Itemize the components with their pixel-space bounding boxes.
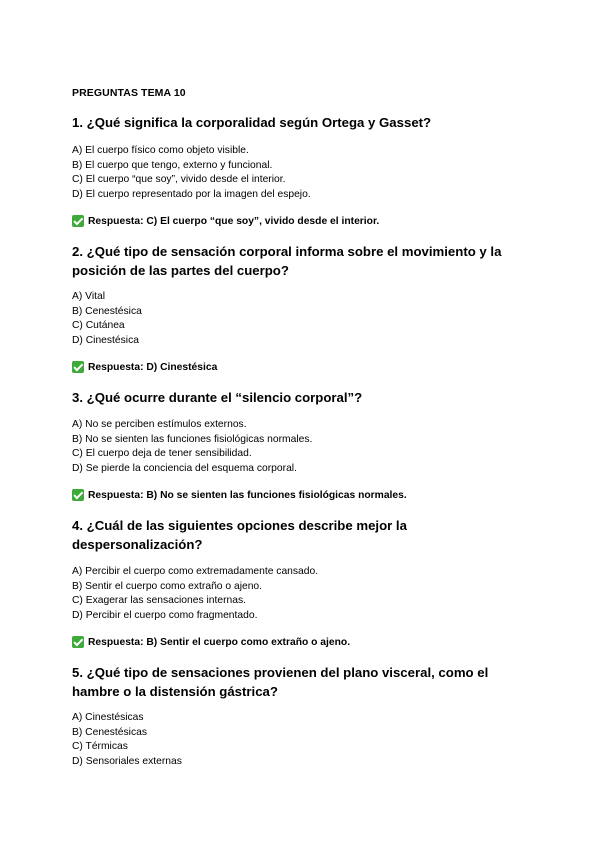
option: B) No se sienten las funciones fisiológicas normales. [72,433,313,445]
option: C) El cuerpo “que soy”, vivido desde el interior. [72,174,286,186]
answer-4 [72,636,350,648]
answer-text: Respuesta: B) No se sienten las funciones fisiológicas normales. [88,489,407,501]
answer-3 [72,489,407,501]
option: A) Vital [72,291,106,302]
options-3 [72,418,532,476]
option: A) No se perciben estímulos externos. [72,419,247,430]
answer-1 [72,215,379,227]
option: A) Percibir el cuerpo como extremadamente cansado. [72,566,319,577]
answer-text: Respuesta: D) Cinestésica [88,361,218,373]
option: C) Térmicas [72,741,128,753]
option: B) El cuerpo que tengo, externo y funcional. [72,159,273,171]
document-title: PREGUNTAS TEMA 10 [72,87,186,99]
check-mark-icon [72,636,84,648]
answer-2 [72,361,217,373]
option: B) Sentir el cuerpo como extraño o ajeno. [72,580,263,592]
answer-text: Respuesta: B) Sentir el cuerpo como extraño o ajeno. [88,636,351,648]
option: C) Exagerar las sensaciones internas. [72,595,246,607]
question-3: 3. ¿Qué ocurre durante el “silencio corporal”? [72,390,363,405]
check-mark-icon [72,361,84,373]
option: D) Percibir el cuerpo como fragmentado. [72,609,258,621]
options-4 [72,565,532,623]
options-2 [72,290,532,348]
option: A) El cuerpo físico como objeto visible. [72,145,249,156]
options-1 [72,144,532,202]
options-5 [72,711,532,769]
option: D) El cuerpo representado por la imagen del espejo. [72,188,311,200]
question-1: 1. ¿Qué significa la corporalidad según Ortega y Gasset? [72,115,432,130]
check-mark-icon [72,489,84,501]
option: B) Cenestésica [72,305,142,317]
check-mark-icon [72,215,84,227]
option: B) Cenestésicas [72,726,147,738]
option: A) Cinestésicas [72,712,144,723]
option: C) Cutánea [72,320,125,332]
question-5: 5. ¿Qué tipo de sensaciones provienen del plano visceral, como el hambre o la distensión gástrica? [72,665,489,699]
option: D) Cinestésica [72,334,139,346]
option: D) Se pierde la conciencia del esquema corporal. [72,462,297,474]
question-2: 2. ¿Qué tipo de sensación corporal informa sobre el movimiento y la posición de las partes del cuerpo? [72,244,502,278]
answer-text: Respuesta: C) El cuerpo “que soy”, vivido desde el interior. [88,215,380,227]
option: D) Sensoriales externas [72,755,182,767]
question-4: 4. ¿Cuál de las siguientes opciones describe mejor la despersonalización? [72,518,407,552]
option: C) El cuerpo deja de tener sensibilidad. [72,448,252,460]
